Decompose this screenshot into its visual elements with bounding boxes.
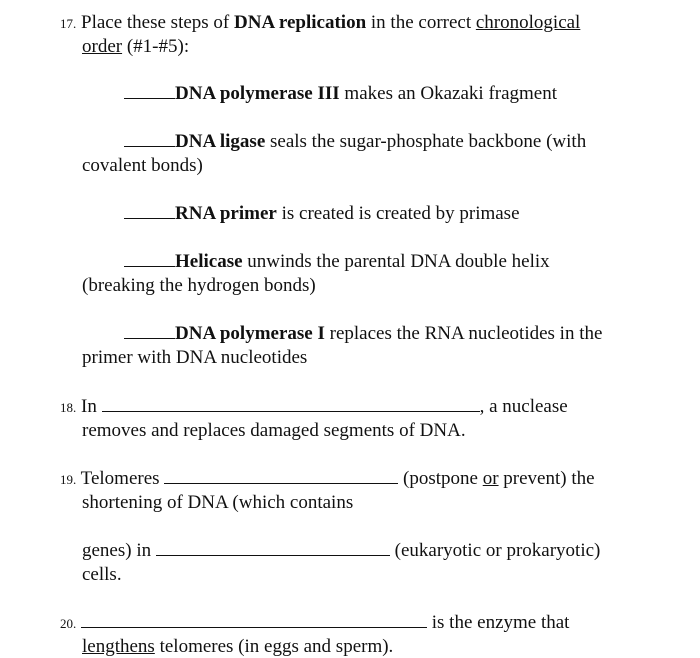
q19-number: 19.	[60, 472, 77, 487]
q17-step-3	[124, 203, 520, 225]
q19-line2: shortening of DNA (which contains	[82, 492, 354, 513]
q17-step-2	[124, 131, 586, 153]
step-text: unwinds the parental DNA double helix	[242, 251, 550, 272]
step-text: seals the sugar-phosphate backbone (with	[265, 131, 587, 152]
q19-post-or: or	[482, 468, 499, 489]
q20-line2-rest: telomeres (in eggs and sperm).	[154, 636, 394, 657]
q19-answer-blank-1[interactable]	[164, 468, 398, 484]
step-bold: Helicase	[175, 251, 243, 272]
q17-text-b: in the correct	[366, 12, 476, 33]
q19-post-b: prevent) the	[498, 468, 595, 489]
q19-answer-blank-2[interactable]	[156, 540, 390, 556]
step-bold: DNA polymerase III	[175, 83, 340, 104]
q19-line3-post: (eukaryotic or prokaryotic)	[394, 540, 601, 561]
q19-line4: cells.	[82, 564, 122, 585]
answer-blank[interactable]	[124, 131, 175, 147]
q20-post: is the enzyme that	[431, 612, 570, 633]
answer-blank[interactable]	[124, 251, 175, 267]
q17-step-4-cont: (breaking the hydrogen bonds)	[82, 275, 316, 296]
q20-number: 20.	[60, 616, 77, 631]
q17-step-1	[124, 83, 557, 105]
q19-line3-pre: genes) in	[82, 540, 156, 561]
step-bold: DNA polymerase I	[175, 323, 325, 344]
step-bold: DNA ligase	[175, 131, 266, 152]
q19-post-a: (postpone	[403, 468, 483, 489]
q17-text-c: (#1-#5):	[122, 36, 190, 57]
q19-pre: Telomeres	[80, 468, 165, 489]
q20-line1	[60, 612, 569, 635]
q20-answer-blank[interactable]	[81, 612, 427, 628]
q18-post: , a nuclease	[479, 396, 568, 417]
q17-line2	[82, 36, 189, 58]
step-text: is created is created by primase	[276, 203, 520, 224]
q19-line1	[60, 468, 595, 491]
q17-step-2-cont: covalent bonds)	[82, 155, 203, 176]
q17-step-5	[124, 323, 602, 345]
q17-text-a: Place these steps of	[81, 12, 235, 33]
q17-number: 17.	[60, 16, 77, 31]
step-text: makes an Okazaki fragment	[339, 83, 558, 104]
answer-blank[interactable]	[124, 323, 175, 339]
q18-line1	[60, 396, 568, 419]
q17-underline-order: order	[82, 36, 123, 57]
q18-answer-blank[interactable]	[102, 396, 480, 412]
q18-line2: removes and replaces damaged segments of DNA.	[82, 420, 466, 441]
answer-blank[interactable]	[124, 83, 175, 99]
q17-step-5-cont: primer with DNA nucleotides	[82, 347, 308, 368]
q17-underline-chronological: chronological	[475, 12, 581, 33]
q20-underline-lengthens: lengthens	[82, 636, 155, 657]
answer-blank[interactable]	[124, 203, 175, 219]
q17-line1	[60, 12, 580, 35]
q17-bold-dna-replication: DNA replication	[234, 12, 367, 33]
q17-step-4	[124, 251, 550, 273]
q18-number: 18.	[60, 400, 77, 415]
q18-pre: In	[81, 396, 102, 417]
step-text: replaces the RNA nucleotides in the	[324, 323, 603, 344]
q19-line3	[82, 540, 600, 562]
step-bold: RNA primer	[175, 203, 277, 224]
